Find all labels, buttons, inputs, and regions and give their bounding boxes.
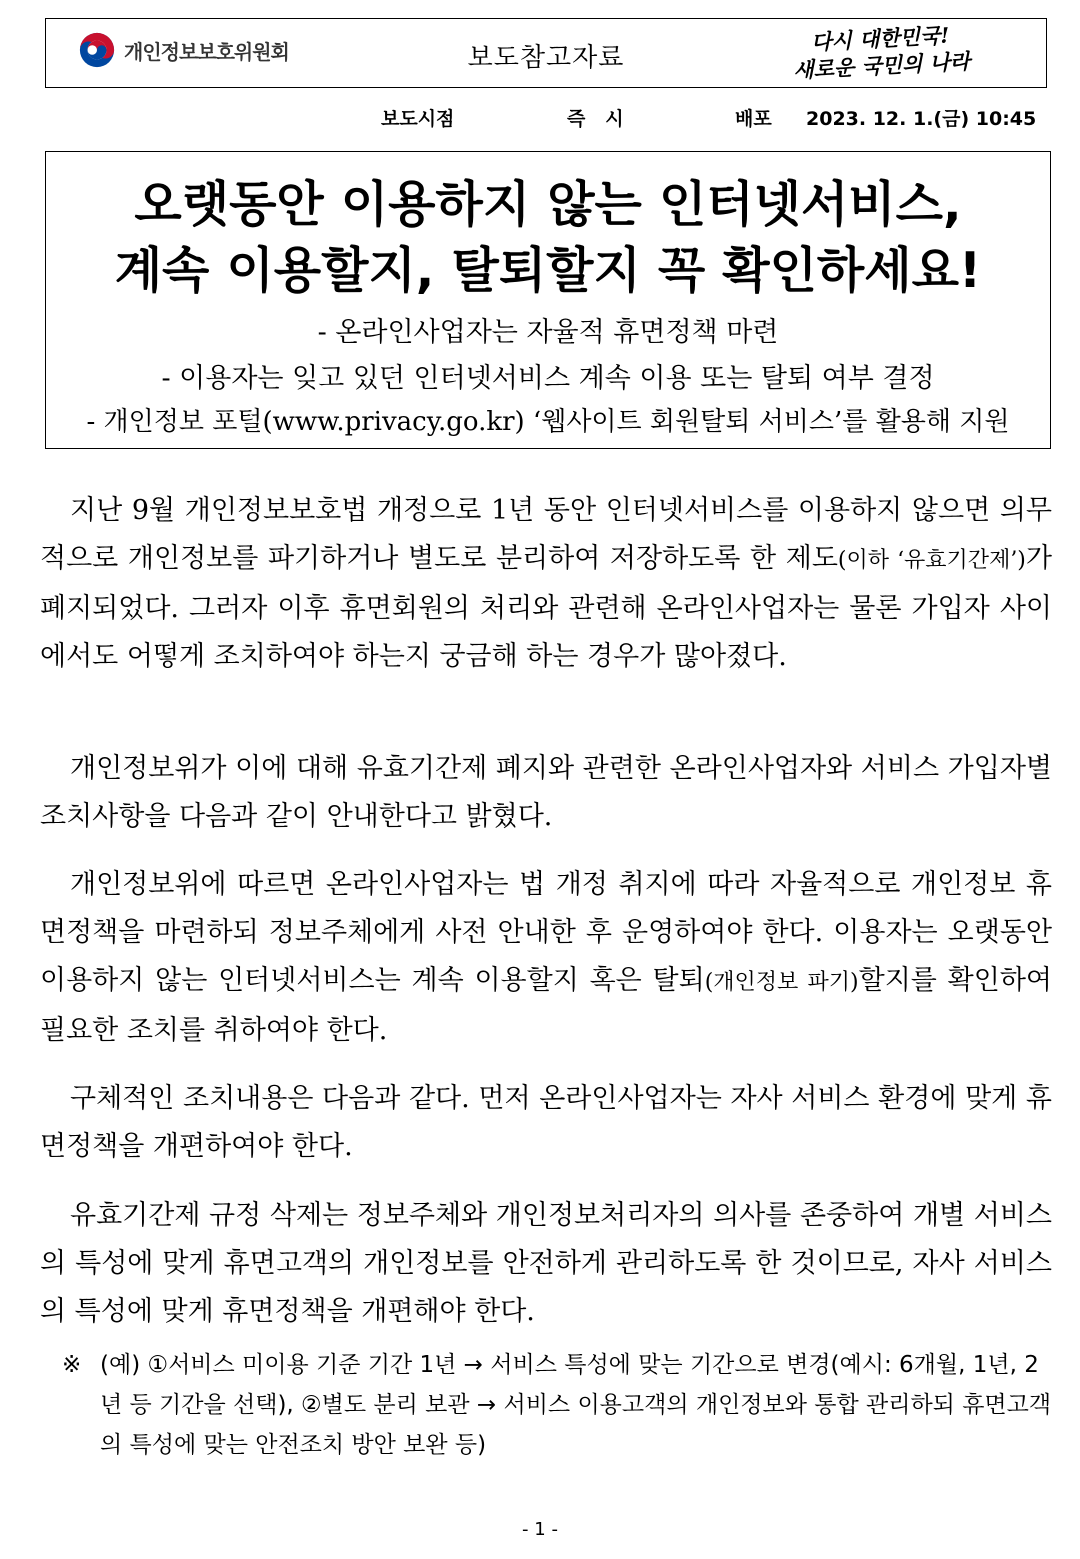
paragraph-2	[40, 745, 1052, 841]
release-time-value: 즉 시	[567, 108, 624, 130]
release-info	[0, 104, 1080, 132]
subtitle-2: - 이용자는 잊고 있던 인터넷서비스 계속 이용 또는 탈퇴 여부 결정	[161, 363, 935, 394]
paragraph-5	[40, 1192, 1052, 1336]
paragraph-5-text: 유효기간제 규정 삭제는 정보주체와 개인정보처리자의 의사를 존중하여 개별 서비스의 특성에 맞게 휴면고객의 개인정보를 안전하게 관리하도록 한 것이므로, 자사 서비스의 특성에 맞게 휴면정책을 개편해야 한다.	[40, 1200, 1052, 1327]
example-note-text: (예) ①서비스 미이용 기준 기간 1년 → 서비스 특성에 맞는 기간으로 변경(예시: 6개월, 1년, 2년 등 기간을 선택), ②별도 분리 보관 → 서비스 이용고객의 개인정보와 통합 관리하되 휴면고객의 특성에 맞는 안전조치 방안 보완 등)	[100, 1352, 1052, 1458]
paragraph-1-text-b: 가 폐지되었다. 그러자 이후 휴면회원의 처리와 관련해 온라인사업자는 물론 가입자 사이에서도 어떻게 조치하여야 하는지 궁금해 하는 경우가 많아졌다.	[40, 543, 1052, 672]
agency-name: 개인정보보호위원회	[124, 39, 289, 64]
slogan-line-1: 다시 대한민국!	[810, 22, 950, 55]
release-time-label: 보도시점	[381, 108, 455, 130]
paragraph-1-text-a: 지난 9월 개인정보보호법 개정으로 1년 동안 인터넷서비스를 이용하지 않으면 의무적으로 개인정보를 파기하거나 별도로 분리하여 저장하도록 한 제도	[40, 495, 1052, 574]
note-mark: ※	[62, 1352, 82, 1378]
paragraph-3	[40, 861, 1052, 1055]
paragraph-3-text-b: 할지를 확인하여 필요한 조치를 취하여야 한다.	[40, 965, 1053, 1046]
title-box	[45, 151, 1051, 449]
headline-line-2: 계속 이용할지, 탈퇴할지 꼭 확인하세요!	[114, 242, 982, 299]
distribution-label: 배포	[735, 108, 772, 130]
header-box	[45, 18, 1047, 88]
subtitle-3: - 개인정보 포털(www.privacy.go.kr) ‘웹사이트 회원탈퇴 서비스’를 활용해 지원	[86, 407, 1010, 437]
distribution-value: 2023. 12. 1.(금) 10:45	[806, 108, 1037, 130]
paragraph-1-aside: (이하 ‘유효기간제’)	[837, 548, 1026, 573]
slogan-line-2: 새로운 국민의 나라	[792, 48, 971, 83]
slogan	[765, 19, 998, 85]
subtitle-1: - 온라인사업자는 자율적 휴면정책 마련	[317, 317, 779, 348]
paragraph-4	[40, 1075, 1052, 1171]
headline-line-1: 오랫동안 이용하지 않는 인터넷서비스,	[134, 176, 962, 233]
paragraph-2-text: 개인정보위가 이에 대해 유효기간제 폐지와 관련한 온라인사업자와 서비스 가입자별 조치사항을 다음과 같이 안내한다고 밝혔다.	[40, 753, 1052, 832]
page-number: - 1 -	[522, 1519, 558, 1540]
paragraph-1	[40, 487, 1052, 681]
example-note	[62, 1345, 1052, 1465]
paragraph-3-text-a: 개인정보위에 따르면 온라인사업자는 법 개정 취지에 따라 자율적으로 개인정보 휴면정책을 마련하되 정보주체에게 사전 안내한 후 운영하여야 한다. 이용자는 오랫동안 이용하지 않는 인터넷서비스는 계속 이용할지 혹은 탈퇴	[40, 869, 1052, 996]
paragraph-4-text: 구체적인 조치내용은 다음과 같다. 먼저 온라인사업자는 자사 서비스 환경에 맞게 휴면정책을 개편하여야 한다.	[40, 1083, 1052, 1162]
doc-type: 보도참고자료	[467, 43, 625, 73]
paragraph-3-aside: (개인정보 파기)	[704, 970, 859, 995]
